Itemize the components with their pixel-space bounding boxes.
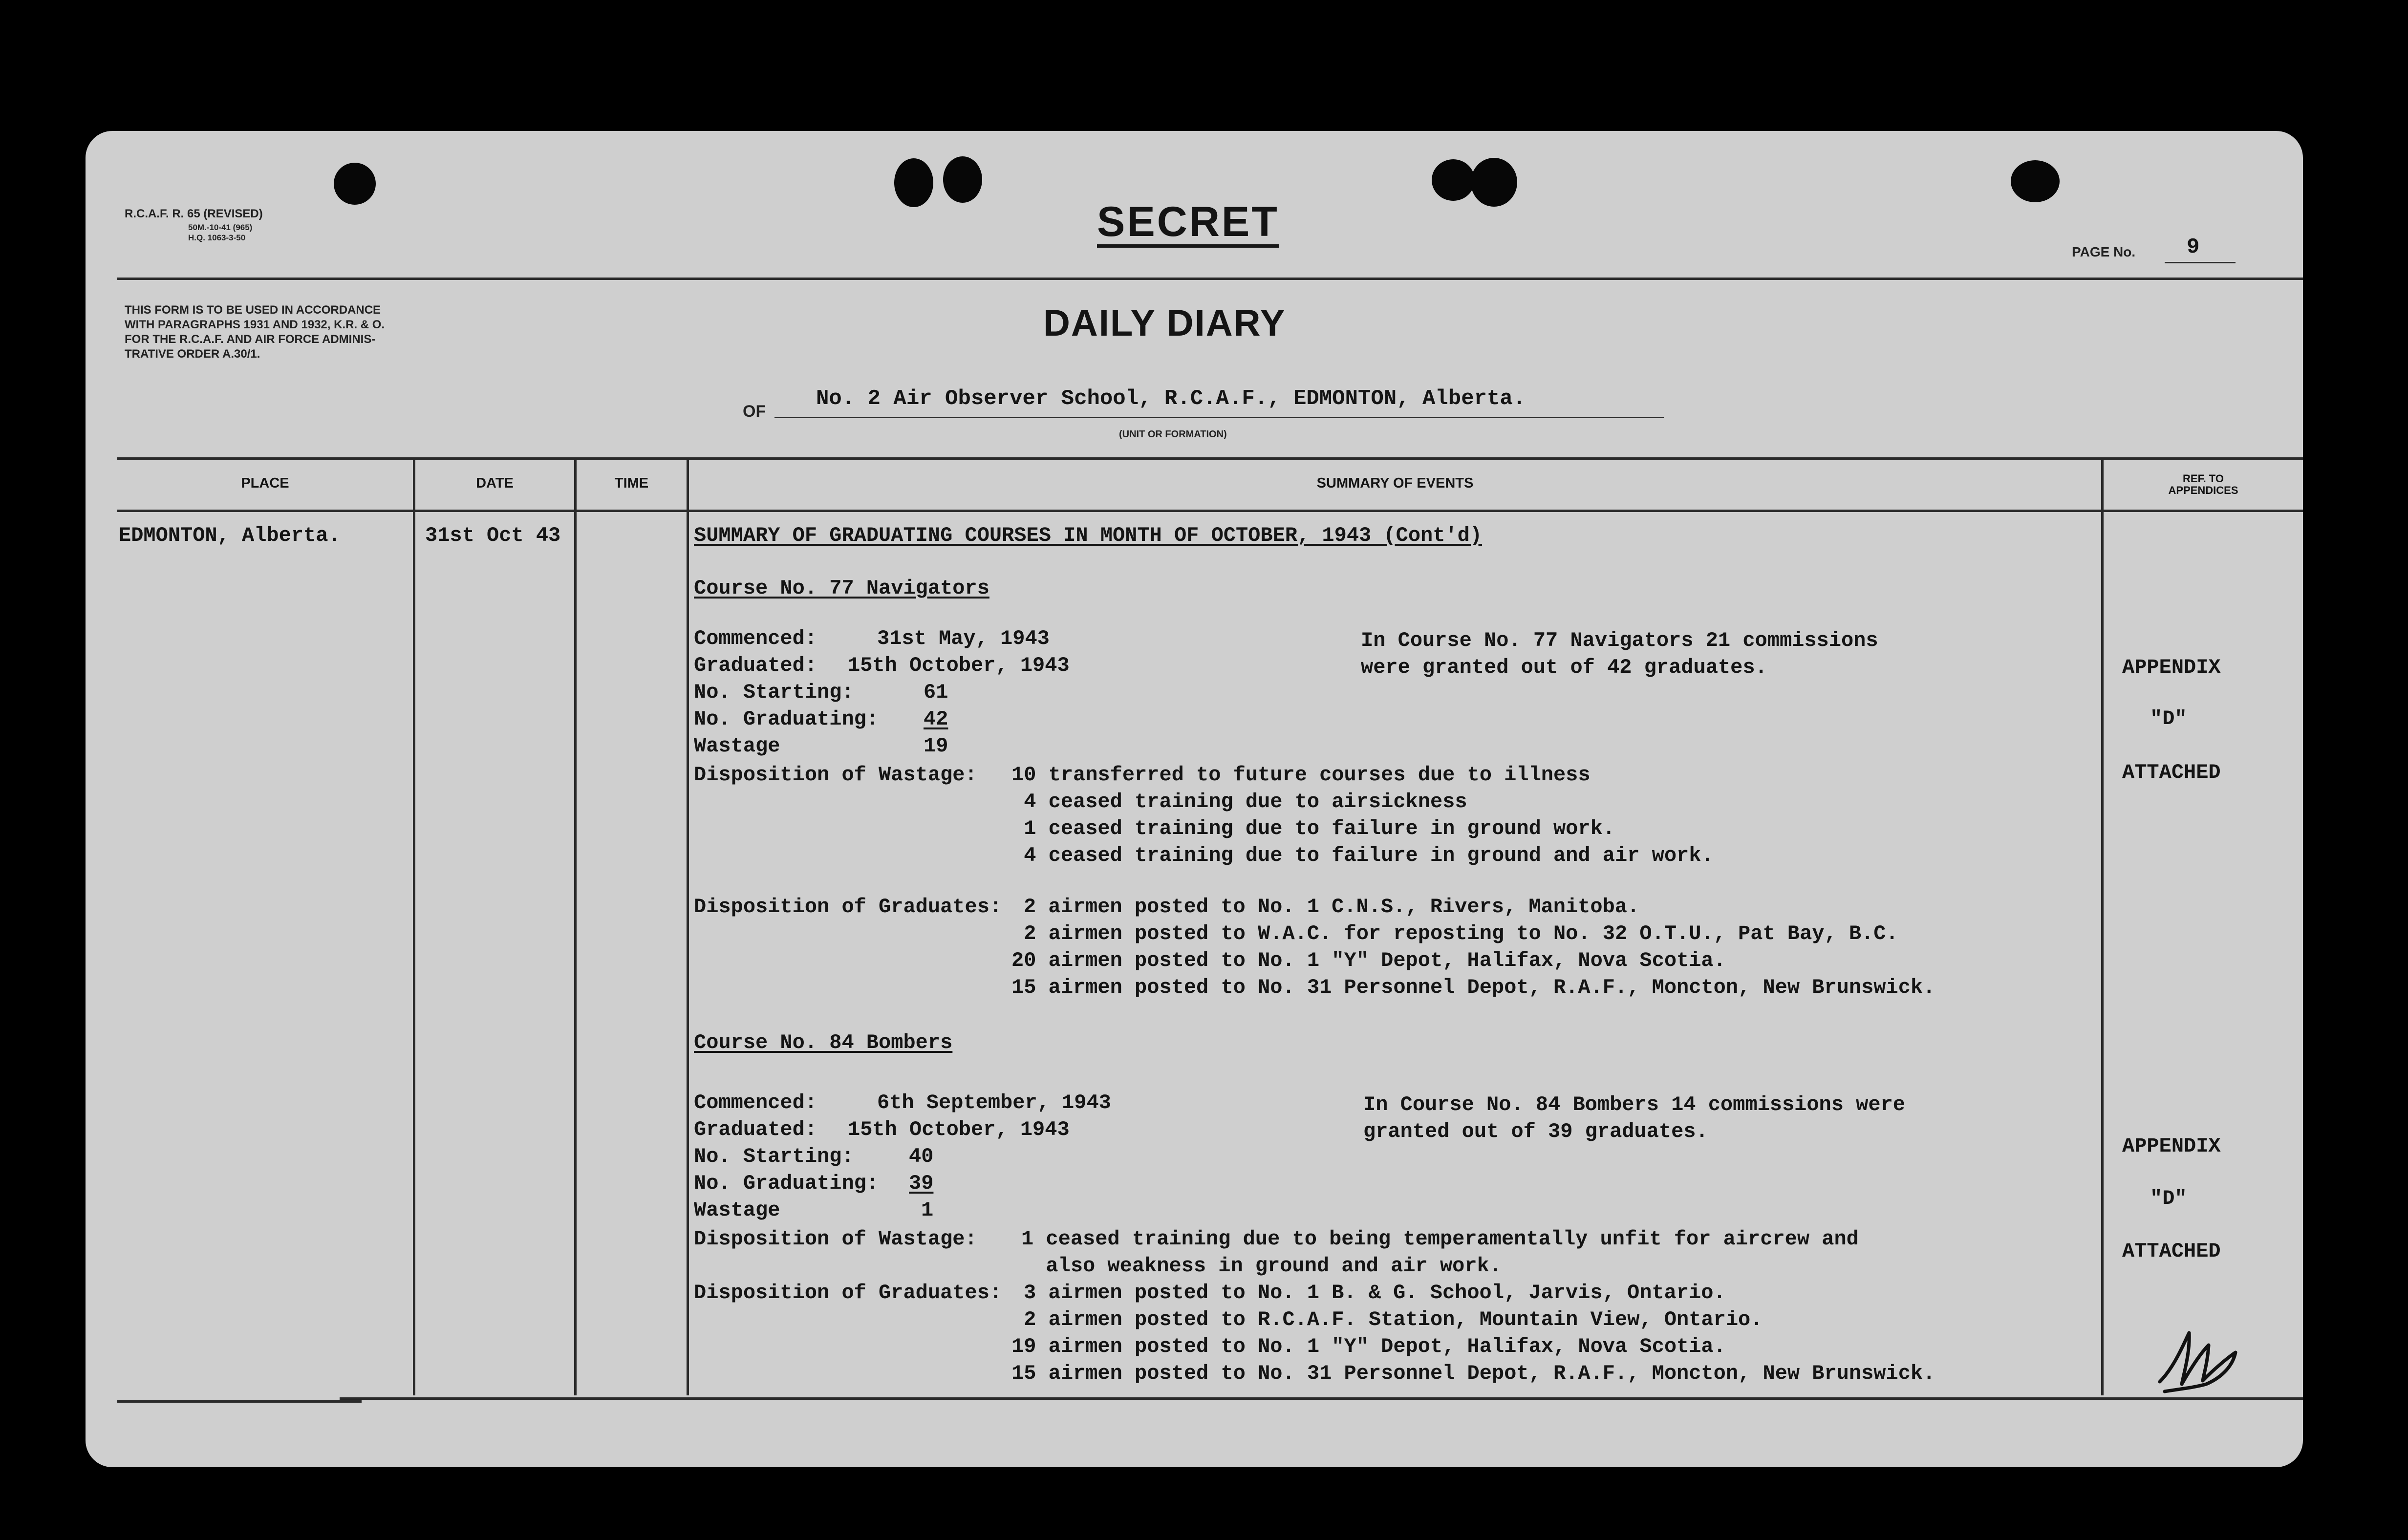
- course-84-heading: Course No. 84 Bombers: [694, 1031, 953, 1054]
- form-instruction: TRATIVE ORDER A.30/1.: [125, 347, 260, 361]
- form-code: R.C.A.F. R. 65 (REVISED): [125, 207, 263, 220]
- detail-label: No. Starting:: [694, 681, 854, 704]
- appendix-ref: APPENDIX: [2122, 656, 2221, 679]
- wastage-line: also weakness in ground and air work.: [1021, 1254, 1502, 1278]
- summary-heading: SUMMARY OF GRADUATING COURSES IN MONTH OF OCTOBER, 1943 (Cont'd): [694, 524, 1483, 547]
- course-77-graduates-label: Disposition of Graduates:: [694, 895, 1002, 919]
- detail-label: Graduated:: [694, 654, 817, 677]
- appendix-ref: "D": [2150, 1187, 2187, 1210]
- appendix-ref: ATTACHED: [2122, 1240, 2221, 1263]
- detail-value: 1: [921, 1198, 934, 1222]
- entry-place: EDMONTON, Alberta.: [119, 524, 341, 547]
- detail-value: 15th October, 1943: [848, 1118, 1070, 1141]
- appendix-ref: APPENDIX: [2122, 1134, 2221, 1158]
- unit-line: [774, 417, 1664, 418]
- graduates-line: 19 airmen posted to No. 1 "Y" Depot, Halifax, Nova Scotia.: [1011, 1335, 1726, 1358]
- column-divider: [413, 457, 415, 1395]
- detail-value: 39: [909, 1172, 934, 1195]
- wastage-line: 4 ceased training due to failure in ground and air work.: [1011, 844, 1714, 867]
- of-label: OF: [743, 402, 766, 421]
- appendix-ref: "D": [2150, 707, 2187, 730]
- diary-page: [86, 131, 2303, 1467]
- column-header-date: DATE: [476, 475, 514, 491]
- course-77-details: [694, 627, 1280, 769]
- form-code: 50M.-10-41 (965): [188, 223, 253, 232]
- punch-hole: [2011, 160, 2060, 202]
- detail-value: 40: [909, 1145, 934, 1168]
- page-number: 9: [2187, 235, 2200, 259]
- graduates-line: 2 airmen posted to No. 1 C.N.S., Rivers, Manitoba.: [1024, 895, 1640, 919]
- appendix-ref: ATTACHED: [2122, 761, 2221, 784]
- detail-label: Graduated:: [694, 1118, 817, 1141]
- column-header-time: TIME: [614, 475, 649, 491]
- punch-hole: [334, 163, 376, 205]
- form-instruction: WITH PARAGRAPHS 1931 AND 1932, K.R. & O.: [125, 318, 385, 331]
- graduates-line: 2 airmen posted to W.A.C. for reposting to No. 32 O.T.U., Pat Bay, B.C.: [1011, 922, 1898, 945]
- column-divider: [574, 457, 577, 1395]
- detail-label: No. Graduating:: [694, 1172, 879, 1195]
- graduates-line: 15 airmen posted to No. 31 Personnel Depot, R.A.F., Moncton, New Brunswick.: [1011, 1362, 1935, 1385]
- wastage-line: 10 transferred to future courses due to illness: [1011, 763, 1591, 787]
- detail-label: Commenced:: [694, 1091, 817, 1114]
- table-header-rule: [117, 510, 2303, 512]
- punch-hole: [943, 156, 982, 203]
- graduates-line: 3 airmen posted to No. 1 B. & G. School, Jarvis, Ontario.: [1024, 1281, 1726, 1305]
- column-header-ref: REF. TO APPENDICES: [2168, 472, 2238, 496]
- course-77-heading: Course No. 77 Navigators: [694, 577, 989, 600]
- column-divider: [687, 457, 689, 1395]
- page-number-line: [2165, 262, 2236, 263]
- page-label: PAGE No.: [2072, 244, 2136, 259]
- course-84-wastage-label: Disposition of Wastage:: [694, 1227, 977, 1251]
- handwritten-initials: [2155, 1323, 2243, 1396]
- course-77-wastage-label: Disposition of Wastage:: [694, 763, 977, 787]
- course-84-details: [694, 1091, 1280, 1233]
- table-bottom-rule: [340, 1397, 2303, 1400]
- detail-value: 42: [924, 707, 948, 731]
- column-divider: [2101, 457, 2104, 1395]
- detail-label: No. Graduating:: [694, 707, 879, 731]
- course-84-graduates-label: Disposition of Graduates:: [694, 1281, 1002, 1305]
- detail-value: 19: [924, 734, 948, 758]
- detail-label: Wastage: [694, 734, 780, 758]
- table-top-rule: [117, 457, 2303, 460]
- detail-label: No. Starting:: [694, 1145, 854, 1168]
- course-84-note: In Course No. 84 Bombers 14 commissions were: [1363, 1093, 1905, 1116]
- entry-date: 31st Oct 43: [425, 524, 561, 547]
- detail-value: 61: [924, 681, 948, 704]
- graduates-line: 15 airmen posted to No. 31 Personnel Depot, R.A.F., Moncton, New Brunswick.: [1011, 976, 1935, 999]
- punch-hole: [1471, 158, 1517, 207]
- detail-value: 31st May, 1943: [877, 627, 1050, 650]
- detail-value: 6th September, 1943: [877, 1091, 1111, 1114]
- wastage-line: 4 ceased training due to airsickness: [1011, 790, 1467, 813]
- classification-stamp: SECRET: [1097, 199, 1279, 248]
- header-rule: [117, 278, 2303, 280]
- column-header-place: PLACE: [241, 475, 289, 491]
- wastage-line: 1 ceased training due to being temperamentally unfit for aircrew and: [1021, 1227, 1859, 1251]
- course-77-note: were granted out of 42 graduates.: [1361, 656, 1767, 679]
- graduates-line: 20 airmen posted to No. 1 "Y" Depot, Halifax, Nova Scotia.: [1011, 949, 1726, 972]
- punch-hole: [894, 158, 933, 207]
- form-instruction: THIS FORM IS TO BE USED IN ACCORDANCE: [125, 303, 381, 317]
- wastage-line: 1 ceased training due to failure in ground work.: [1011, 817, 1615, 840]
- course-77-note: In Course No. 77 Navigators 21 commissions: [1361, 629, 1878, 652]
- detail-label: Wastage: [694, 1198, 780, 1222]
- unit-caption: (UNIT OR FORMATION): [1119, 429, 1227, 440]
- unit-name: No. 2 Air Observer School, R.C.A.F., EDMONTON, Alberta.: [816, 386, 1526, 411]
- form-code: H.Q. 1063-3-50: [188, 233, 246, 242]
- graduates-line: 2 airmen posted to R.C.A.F. Station, Mountain View, Ontario.: [1011, 1308, 1763, 1331]
- column-header-summary: SUMMARY OF EVENTS: [1316, 475, 1474, 491]
- form-title: DAILY DIARY: [1043, 302, 1286, 344]
- detail-value: 15th October, 1943: [848, 654, 1070, 677]
- course-84-note: granted out of 39 graduates.: [1363, 1120, 1708, 1143]
- table-bottom-rule: [117, 1400, 362, 1403]
- punch-hole: [1432, 159, 1475, 201]
- detail-label: Commenced:: [694, 627, 817, 650]
- form-instruction: FOR THE R.C.A.F. AND AIR FORCE ADMINIS-: [125, 333, 376, 346]
